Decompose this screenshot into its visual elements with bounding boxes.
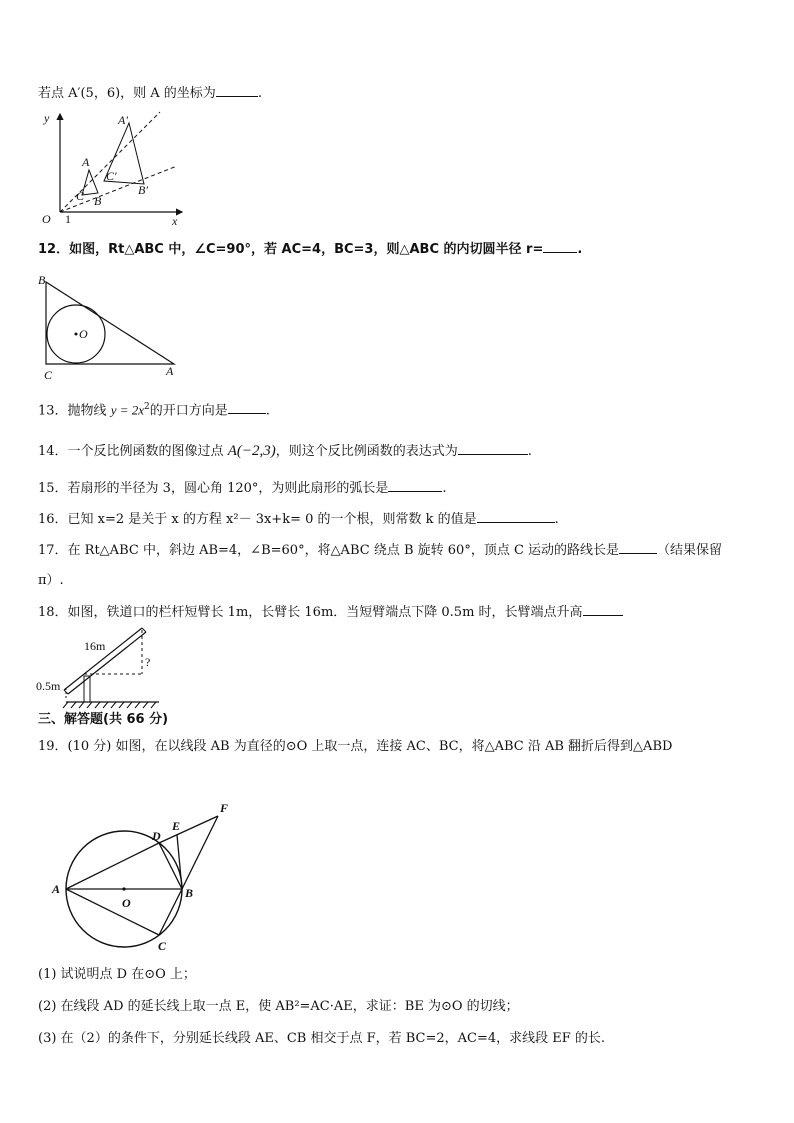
figure-q12-incircle [36, 272, 182, 384]
q15-text: 15．若扇形的半径为 3，圆心角 120°，为则此扇形的弧长是 . [38, 481, 447, 496]
svg-text:O: O [42, 212, 51, 226]
svg-text:x: x [172, 214, 178, 228]
svg-text:A: A [166, 364, 174, 378]
q17-text-line1: 17．在 Rt△ABC 中，斜边 AB=4，∠B=60°，将△ABC 绕点 B 旋转 60°，顶点 C 运动的路线长是 （结果保留 [38, 543, 723, 558]
q19-part2: (2) 在线段 AD 的延长线上取一点 E，使 AB²=AC·AE，求证：BE 为⊙O 的切线； [38, 999, 519, 1014]
q19-part3: (3) 在（2）的条件下，分别延长线段 AE、CB 相交于点 F，若 BC=2，AC=4，求线段 EF 的长. [38, 1031, 606, 1046]
answer-blank [583, 603, 623, 616]
answer-blank [228, 401, 266, 414]
section-heading: 三、解答题(共 66 分) [38, 712, 169, 727]
q12-text: 12．如图，Rt△ABC 中，∠C=90°，若 AC=4，BC=3，则△ABC 的内切圆半径 r= . [38, 242, 583, 257]
svg-text:O: O [79, 327, 88, 341]
q16-text: 16．已知 x=2 是关于 x 的方程 x²－ 3x+k= 0 的一个根，则常数 k 的值是 . [38, 512, 559, 527]
svg-text:A: A [82, 155, 90, 169]
answer-blank [619, 541, 657, 554]
svg-text:C: C [158, 939, 167, 953]
answer-blank [543, 240, 577, 253]
svg-text:B: B [94, 194, 102, 208]
svg-text:E: E [172, 819, 181, 833]
svg-text:B: B [38, 273, 46, 287]
q18-text: 18．如图，铁道口的栏杆短臂长 1m，长臂长 16m．当短臂端点下降 0.5m 时，长臂端点升高 [38, 603, 623, 622]
q14-text: 14．一个反比例函数的图像过点 A(−2,3)，则这个反比例函数的表达式为 . [38, 443, 532, 459]
svg-text:0.5m: 0.5m [36, 679, 61, 693]
svg-text:D: D [152, 829, 161, 843]
q19-text: 19．(10 分) 如图，在以线段 AB 为直径的⊙O 上取一点，连接 AC、BC，将△ABC 沿 AB 翻折后得到△ABD [38, 739, 673, 754]
svg-text:A′: A′ [118, 113, 128, 127]
svg-text:1: 1 [65, 212, 71, 226]
answer-blank [388, 479, 442, 492]
svg-text:F: F [220, 801, 229, 815]
svg-text:?: ? [145, 655, 151, 669]
answer-blank [477, 510, 555, 523]
svg-text:O: O [122, 896, 131, 910]
answer-blank [216, 84, 258, 97]
figure-q11-coordinate [32, 108, 192, 228]
svg-text:B′: B′ [138, 183, 148, 197]
svg-text:y: y [44, 111, 50, 125]
svg-text:C′: C′ [106, 169, 117, 183]
q13-text: 13．抛物线 $y = 2x^2$的开口方向是 . [38, 402, 270, 419]
svg-text:B: B [185, 886, 194, 900]
q19-part1: (1) 试说明点 D 在⊙O 上； [38, 967, 196, 982]
figure-q18-barrier [34, 624, 164, 712]
svg-text:16m: 16m [84, 639, 106, 653]
svg-text:C: C [44, 368, 53, 382]
answer-blank [458, 442, 528, 455]
figure-q19-circle [46, 796, 246, 956]
svg-text:C: C [76, 189, 85, 203]
triangle-abc [46, 282, 174, 364]
q11-text: 若点 A′(5，6)，则 A 的坐标为 . [38, 86, 262, 101]
q17-text-line2: π）. [38, 573, 64, 588]
svg-text:A: A [52, 882, 61, 896]
